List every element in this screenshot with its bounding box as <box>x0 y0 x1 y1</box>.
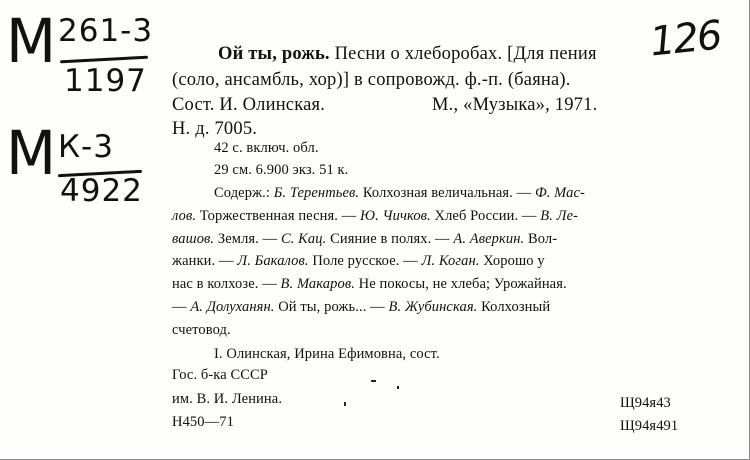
contents-line <box>172 253 545 270</box>
contents-text: Хорошо у <box>479 253 545 270</box>
contents-author: Ф. Мас- <box>534 185 585 201</box>
library-line-1: Гос. б-ка СССР <box>172 367 268 383</box>
order-number: Н450—71 <box>172 414 234 430</box>
contents-line <box>172 276 567 293</box>
contents-text: Колхозная величальная. — <box>359 185 535 201</box>
contents-text: Колхозный <box>477 299 551 315</box>
contents-author: В. Макаров. <box>280 276 355 293</box>
contents-line <box>172 208 578 225</box>
contents-author: лов. <box>172 207 197 224</box>
contents-text: Торжественная песня. — <box>196 207 361 224</box>
contents-text: Вол- <box>524 230 558 247</box>
contents-author: Б. Терентьев. <box>273 185 360 201</box>
handwritten-mark-bottom: М <box>6 117 57 189</box>
handwritten-page-number: 126 <box>647 12 723 66</box>
contents-text: — <box>172 299 191 315</box>
classification-code-1: Щ94я43 <box>620 395 671 411</box>
contents-text: счетовод. <box>172 321 231 338</box>
size-copies-line: 29 см. 6.900 экз. 51 к. <box>214 162 349 178</box>
contents-author: вашов. <box>172 230 215 247</box>
title-bold: Ой ты, рожь. <box>218 44 330 64</box>
classification-code-2: Щ94я491 <box>620 418 679 434</box>
contents-line <box>172 231 557 248</box>
ink-speck <box>344 402 346 406</box>
contents-text: Содерж.: <box>214 185 274 201</box>
ink-speck <box>371 380 376 382</box>
contents-author: В. Жубинская. <box>388 299 478 315</box>
library-line-2: им. В. И. Ленина. <box>172 391 283 407</box>
contents-text: Сияние в полях. — <box>326 230 454 247</box>
pages-line: 42 с. включ. обл. <box>214 140 319 156</box>
contents-text: Поле русское. — <box>308 253 422 270</box>
description-line-2: (соло, ансамбль, хор)] в сопровожд. ф.-п. (баяна). <box>172 70 571 90</box>
contents-author: С. Кац. <box>280 230 327 247</box>
handwritten-call-number-1-bottom: 1197 <box>64 63 147 99</box>
contents-text: Ой ты, рожь... — <box>274 299 389 315</box>
contents-line <box>214 185 585 202</box>
title-rest: Песни о хлеборобах. [Для пения <box>329 44 597 64</box>
contents-author: А. Аверкин. <box>453 230 525 247</box>
plate-number: Н. д. 7005. <box>172 119 258 139</box>
contents-author: Ю. Чичков. <box>360 207 431 224</box>
contents-author: Л. Бакалов. <box>237 253 309 270</box>
contents-line <box>172 322 231 339</box>
handwritten-call-number-1-top: 261-3 <box>58 13 154 49</box>
handwritten-call-number-2-bottom: 4922 <box>60 173 143 209</box>
contents-author: А. Долуханян. <box>190 299 275 315</box>
handwritten-call-number-2-top: К-3 <box>58 129 114 165</box>
contents-text: Не покосы, не хлеба; Урожайная. <box>354 276 567 293</box>
added-entry: I. Олинская, Ирина Ефимовна, сост. <box>214 346 440 362</box>
ink-speck <box>397 386 399 389</box>
contents-text: нас в колхозе. — <box>172 276 281 293</box>
publisher-line: М., «Музыка», 1971. <box>432 95 598 115</box>
compiler-line: Сост. И. Олинская. <box>172 95 326 115</box>
contents-line <box>172 299 550 316</box>
handwritten-mark-top: М <box>6 5 57 77</box>
contents-text: жанки. — <box>172 253 238 270</box>
title-line <box>218 44 597 65</box>
contents-text: Хлеб России. — <box>430 207 541 224</box>
contents-text: Земля. — <box>214 230 281 247</box>
contents-author: В. Ле- <box>540 207 579 224</box>
contents-author: Л. Коган. <box>421 253 480 270</box>
